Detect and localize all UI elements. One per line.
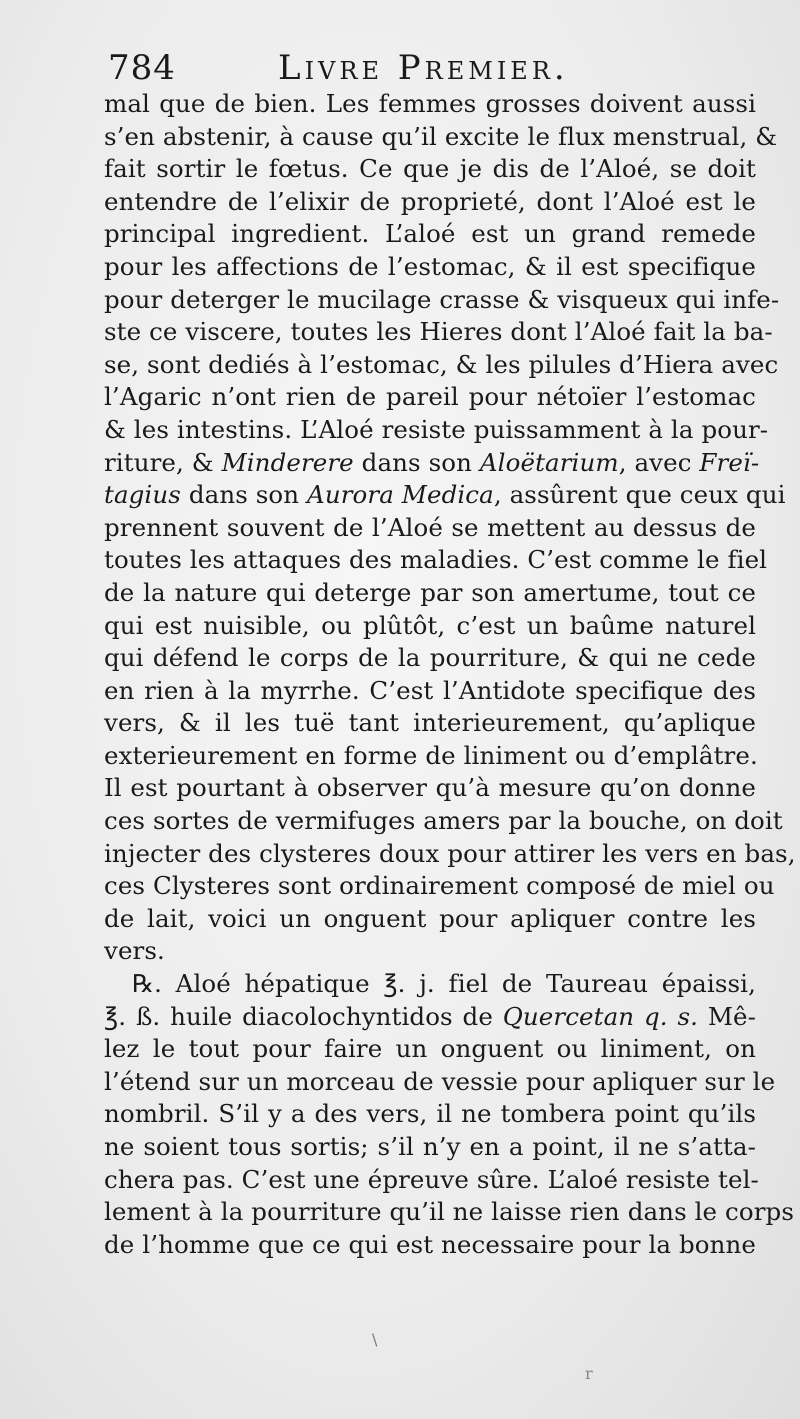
text-line: en rien à la myrrhe. C’est l’Antidote specifique des <box>104 675 756 705</box>
text-line: qui défend le corps de la pourriture, & qui ne cede <box>104 643 756 673</box>
text-line: & les intestins. L’Aloé resiste puissamment à la pour- <box>104 414 769 444</box>
text-line: principal ingredient. L’aloé est un grand remede <box>104 219 756 249</box>
running-head: Livre Premier. <box>278 48 569 88</box>
text-line: de lait, voici un onguent pour apliquer contre les <box>104 903 756 933</box>
text-line: injecter des clysteres doux pour attirer les vers en bas, <box>104 838 796 868</box>
text-line: pour deterger le mucilage crasse & visqueux qui infe- <box>104 284 780 314</box>
text-line: l’Agaric n’ont rien de pareil pour nétoïer l’estomac <box>104 382 756 412</box>
recipe-line: ℥. ß. huile diacolochyntidos de Quercetan q. s. Mê- <box>104 1001 757 1031</box>
text-line: Il est pourtant à observer qu’à mesure qu’on donne <box>104 773 756 803</box>
text-line: s’en abstenir, à cause qu’il excite le flux menstrual, & <box>104 121 778 151</box>
text-line: lement à la pourriture qu’il ne laisse rien dans le corps <box>104 1197 794 1227</box>
recipe-line: ℞. Aloé hépatique ℥. j. fiel de Taureau épaissi, <box>132 969 756 999</box>
page-header <box>108 46 748 90</box>
text-line: fait sortir le fœtus. Ce que je dis de l’Aloé, se doit <box>104 154 756 184</box>
text-line: ne soient tous sortis; s’il n’y en a point, il ne s’atta- <box>104 1132 756 1161</box>
text-line: riture, & Minderere dans son Aloëtarium, avec Freï- <box>104 447 760 477</box>
page-number: 784 <box>108 48 176 88</box>
text-line: de l’homme que ce qui est necessaire pour la bonne <box>104 1229 756 1259</box>
text-line: entendre de l’elixir de proprieté, dont l’Aloé est le <box>104 186 756 216</box>
text-line: vers. <box>104 936 165 966</box>
ink-speck: \ <box>372 1330 378 1349</box>
text-line: ces sortes de vermifuges amers par la bouche, on doit <box>104 806 783 836</box>
text-line: nombril. S’il y a des vers, il ne tombera point qu’ils <box>104 1099 756 1129</box>
text-line: pour les affections de l’estomac, & il est specifique <box>104 251 756 281</box>
text-line: de la nature qui deterge par son amertume, tout ce <box>104 577 756 607</box>
body-text <box>104 88 796 1261</box>
text-line: prennent souvent de l’Aloé se mettent au dessus de <box>104 512 756 542</box>
text-line: lez le tout pour faire un onguent ou liniment, on <box>104 1034 756 1064</box>
text-line: se, sont dediés à l’estomac, & les pilules d’Hiera avec <box>104 349 779 379</box>
text-line: toutes les attaques des maladies. C’est comme le fiel <box>104 545 768 575</box>
text-line: chera pas. C’est une épreuve sûre. L’aloé resiste tel- <box>104 1164 759 1194</box>
text-line: mal que de bien. Les femmes grosses doivent aussi <box>104 89 756 118</box>
text-line: exterieurement en forme de liniment ou d’emplâtre. <box>104 740 758 770</box>
ink-speck: r <box>585 1364 593 1383</box>
text-line: tagius dans son Aurora Medica, assûrent que ceux qui <box>104 480 786 510</box>
text-line: ces Clysteres sont ordinairement composé de miel ou <box>104 871 775 901</box>
text-line: qui est nuisible, ou plûtôt, c’est un baûme naturel <box>104 610 756 640</box>
text-line: vers, & il les tuë tant interieurement, qu’aplique <box>104 708 756 738</box>
text-line: l’étend sur un morceau de vessie pour apliquer sur le <box>104 1066 776 1096</box>
text-line: ste ce viscere, toutes les Hieres dont l’Aloé fait la ba- <box>104 317 773 347</box>
